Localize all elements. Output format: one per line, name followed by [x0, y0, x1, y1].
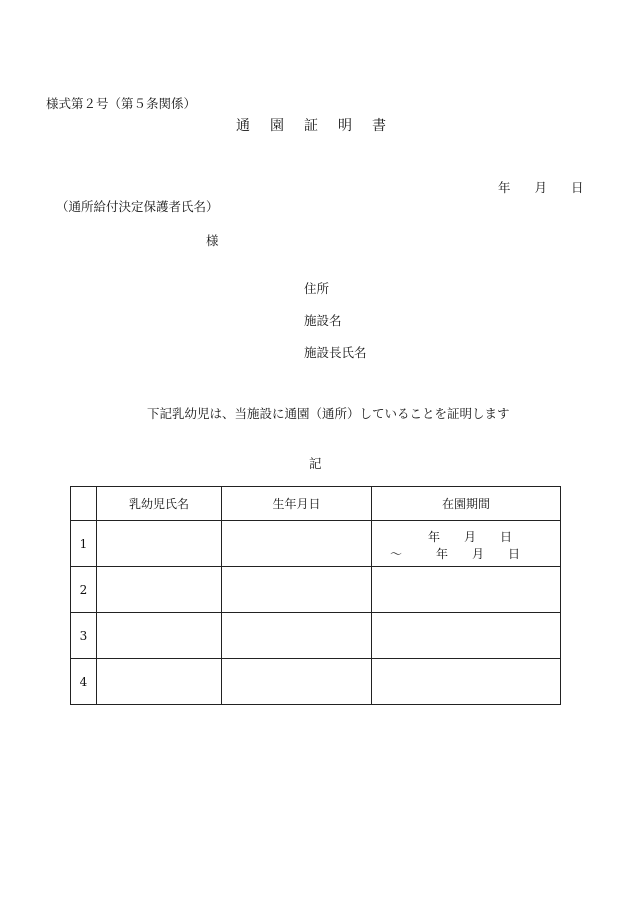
date-year-label: 年	[498, 180, 511, 195]
ki-heading: 記	[309, 456, 322, 471]
period-end-year: 年	[436, 547, 449, 561]
enrollment-period-cell[interactable]	[372, 613, 561, 659]
header-child-name: 乳幼児氏名	[97, 487, 222, 521]
period-tilde: ～	[390, 547, 403, 561]
enrollment-period-cell[interactable]	[372, 521, 561, 567]
birth-date-cell[interactable]	[222, 659, 372, 705]
child-name-cell[interactable]	[97, 521, 222, 567]
enrollment-table	[70, 486, 561, 705]
birth-date-cell[interactable]	[222, 613, 372, 659]
birth-date-cell[interactable]	[222, 567, 372, 613]
date-month-label: 月	[534, 180, 548, 195]
child-name-cell[interactable]	[97, 567, 222, 613]
enrollment-period-cell[interactable]	[372, 567, 561, 613]
issuer-facility-label: 施設名	[304, 313, 342, 328]
certification-statement: 下記乳幼児は、当施設に通園（通所）していることを証明します	[147, 406, 510, 421]
form-number: 様式第２号（第５条関係）	[46, 96, 197, 111]
child-name-cell[interactable]	[97, 613, 222, 659]
issuer-address-label: 住所	[304, 281, 330, 296]
period-end-month: 月	[472, 547, 485, 561]
row-number: 4	[71, 659, 97, 705]
period-start-day: 日	[500, 530, 513, 544]
issue-date	[498, 178, 584, 196]
guardian-name-label: （通所給付決定保護者氏名）	[56, 199, 219, 214]
period-start-year: 年	[428, 530, 441, 544]
row-number: 1	[71, 521, 97, 567]
header-birth-date: 生年月日	[222, 487, 372, 521]
header-enrollment-period: 在園期間	[372, 487, 561, 521]
table-row	[71, 613, 561, 659]
issuer-director-label: 施設長氏名	[304, 345, 367, 360]
period-end-day: 日	[508, 547, 521, 561]
date-day-label: 日	[571, 180, 584, 195]
table-row	[71, 521, 561, 567]
period-start	[428, 528, 512, 545]
header-number	[71, 487, 97, 521]
birth-date-cell[interactable]	[222, 521, 372, 567]
period-start-month: 月	[464, 530, 477, 544]
table-row	[71, 659, 561, 705]
row-number: 3	[71, 613, 97, 659]
child-name-cell[interactable]	[97, 659, 222, 705]
enrollment-period-cell[interactable]	[372, 659, 561, 705]
row-number: 2	[71, 567, 97, 613]
period-end	[390, 545, 520, 562]
honorific-sama: 様	[206, 233, 219, 248]
table-header-row	[71, 487, 561, 521]
document-title: 通園証明書	[236, 118, 406, 134]
table-row	[71, 567, 561, 613]
